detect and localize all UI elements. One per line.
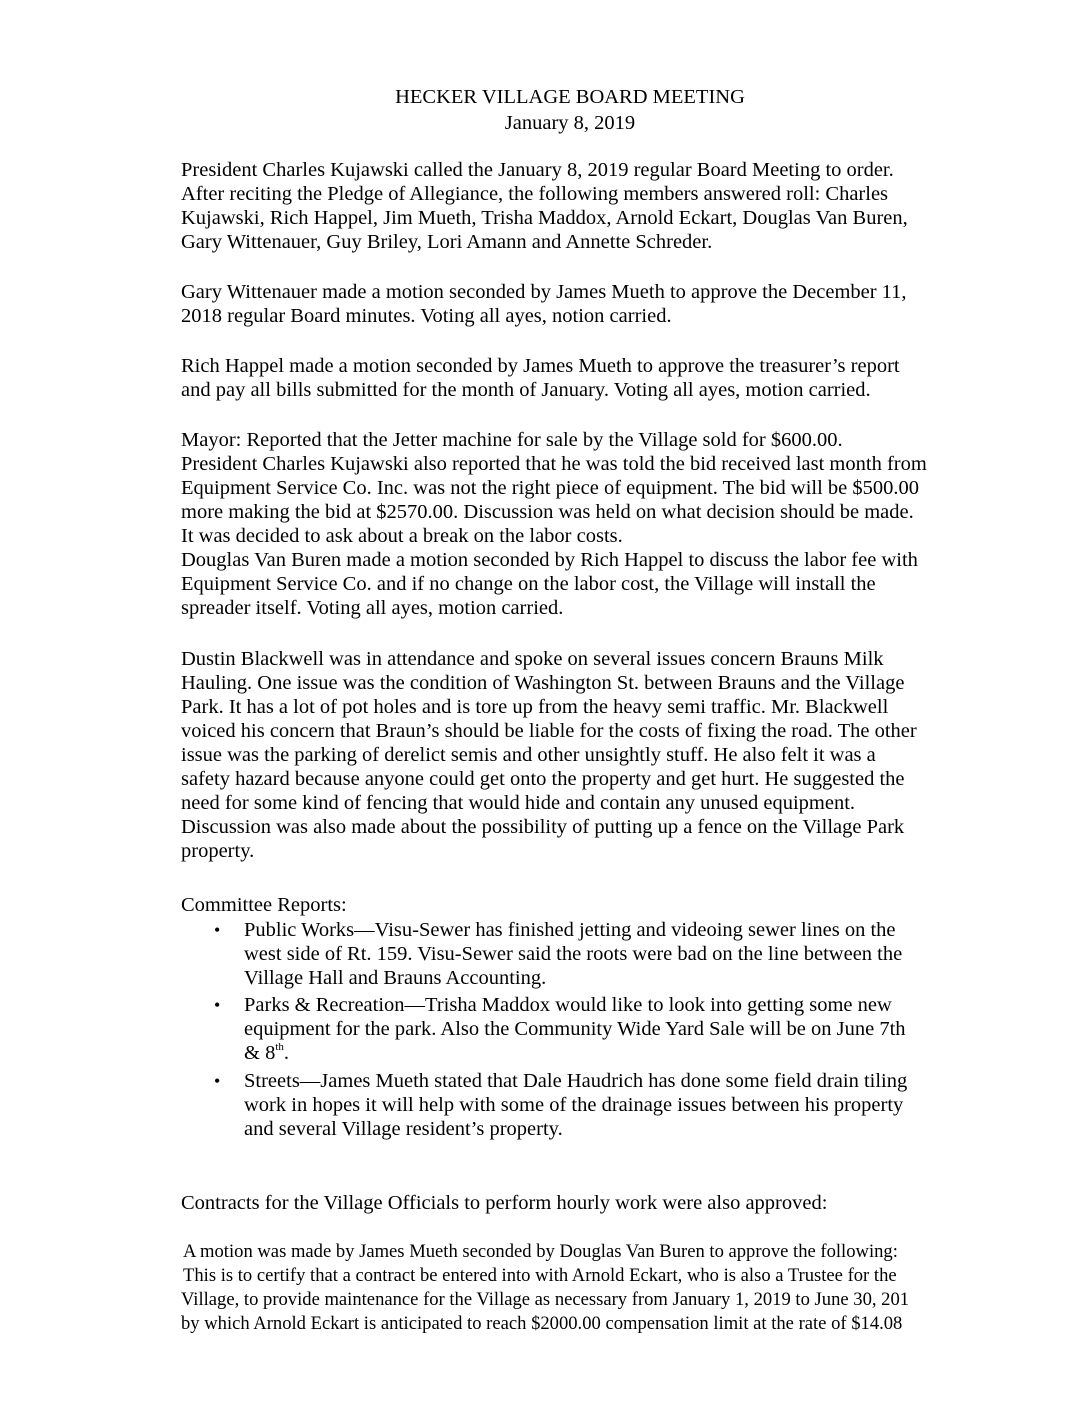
document-title [0,84,1088,136]
bullet-line: Parks & Recreation—Trisha Maddox would like to look into getting some new [244,994,892,1016]
meeting-date: January 8, 2019 [504,112,636,134]
paragraph-line: and pay all bills submitted for the month of January. Voting all ayes, motion carried. [181,379,871,401]
bullet-marker: • [214,1071,221,1091]
paragraph-line: by which Arnold Eckart is anticipated to reach $2000.00 compensation limit at the rate of $14.08 [181,1313,903,1334]
paragraph-line: Dustin Blackwell was in attendance and spoke on several issues concern Brauns Milk [181,648,884,670]
text-span: . [283,1042,290,1064]
superscript: th [275,1041,284,1053]
meeting-title: HECKER VILLAGE BOARD MEETING [395,86,745,108]
paragraph-line: issue was the parking of derelict semis and other unsightly stuff. He also felt it was a [181,744,876,766]
paragraph-line: President Charles Kujawski called the January 8, 2019 regular Board Meeting to order. [181,159,894,181]
paragraph-line: more making the bid at $2570.00. Discussion was held on what decision should be made. [181,501,914,523]
paragraph-line: Equipment Service Co. Inc. was not the right piece of equipment. The bid will be $500.00 [181,477,920,499]
paragraph-line: property. [181,840,255,862]
paragraph-line: Gary Wittenauer, Guy Briley, Lori Amann and Annette Schreder. [181,231,713,253]
paragraph-line: 2018 regular Board minutes. Voting all ayes, notion carried. [181,305,672,327]
paragraph-line: Douglas Van Buren made a motion seconded by Rich Happel to discuss the labor fee with [181,549,918,571]
paragraph-line: Discussion was also made about the possibility of putting up a fence on the Village Park [181,816,905,838]
paragraph-line: need for some kind of fencing that would hide and contain any unused equipment. [181,792,856,814]
contracts-heading: Contracts for the Village Officials to perform hourly work were also approved: [181,1192,828,1214]
paragraph-line: Gary Wittenauer made a motion seconded by James Mueth to approve the December 11, [181,281,907,303]
paragraph-line: Rich Happel made a motion seconded by James Mueth to approve the treasurer’s report [181,355,900,377]
bullet-marker: • [214,920,221,940]
paragraph-line: spreader itself. Voting all ayes, motion carried. [181,597,564,619]
bullet-line [244,1041,289,1065]
committee-heading: Committee Reports: [181,894,347,916]
text-span: & 8 [244,1042,276,1064]
bullet-line: Public Works—Visu-Sewer has finished jetting and videoing sewer lines on the [244,919,896,941]
paragraph-line: Hauling. One issue was the condition of Washington St. between Brauns and the Village [181,672,905,694]
bullet-line: work in hopes it will help with some of the drainage issues between his property [244,1094,904,1116]
bullet-line: west side of Rt. 159. Visu-Sewer said the roots were bad on the line between the [244,943,903,965]
bullet-line: and several Village resident’s property. [244,1118,563,1140]
paragraph-line: Mayor: Reported that the Jetter machine for sale by the Village sold for $600.00. [181,429,843,451]
bullet-marker: • [214,995,221,1015]
bullet-line: Streets—James Mueth stated that Dale Haudrich has done some field drain tiling [244,1070,908,1092]
paragraph-line: This is to certify that a contract be entered into with Arnold Eckart, who is also a Trustee for the [183,1265,897,1286]
paragraph-line: After reciting the Pledge of Allegiance, the following members answered roll: Charles [181,183,889,205]
bullet-line: equipment for the park. Also the Community Wide Yard Sale will be on June 7th [244,1018,906,1040]
paragraph-line: Village, to provide maintenance for the Village as necessary from January 1, 2019 to June 30, 201 [181,1289,910,1310]
bullet-line: Village Hall and Brauns Accounting. [244,967,547,989]
paragraph-line: Kujawski, Rich Happel, Jim Mueth, Trisha Maddox, Arnold Eckart, Douglas Van Buren, [181,207,908,229]
paragraph-line: Park. It has a lot of pot holes and is tore up from the heavy semi traffic. Mr. Blackwell [181,696,889,718]
paragraph-line: voiced his concern that Braun’s should be liable for the costs of fixing the road. The other [181,720,917,742]
paragraph-line: Equipment Service Co. and if no change on the labor cost, the Village will install the [181,573,876,595]
paragraph-line: President Charles Kujawski also reported that he was told the bid received last month from [181,453,927,475]
paragraph-line: A motion was made by James Mueth seconded by Douglas Van Buren to approve the following: [183,1241,898,1262]
paragraph-line: It was decided to ask about a break on the labor costs. [181,525,623,547]
paragraph-line: safety hazard because anyone could get onto the property and get hurt. He suggested the [181,768,905,790]
